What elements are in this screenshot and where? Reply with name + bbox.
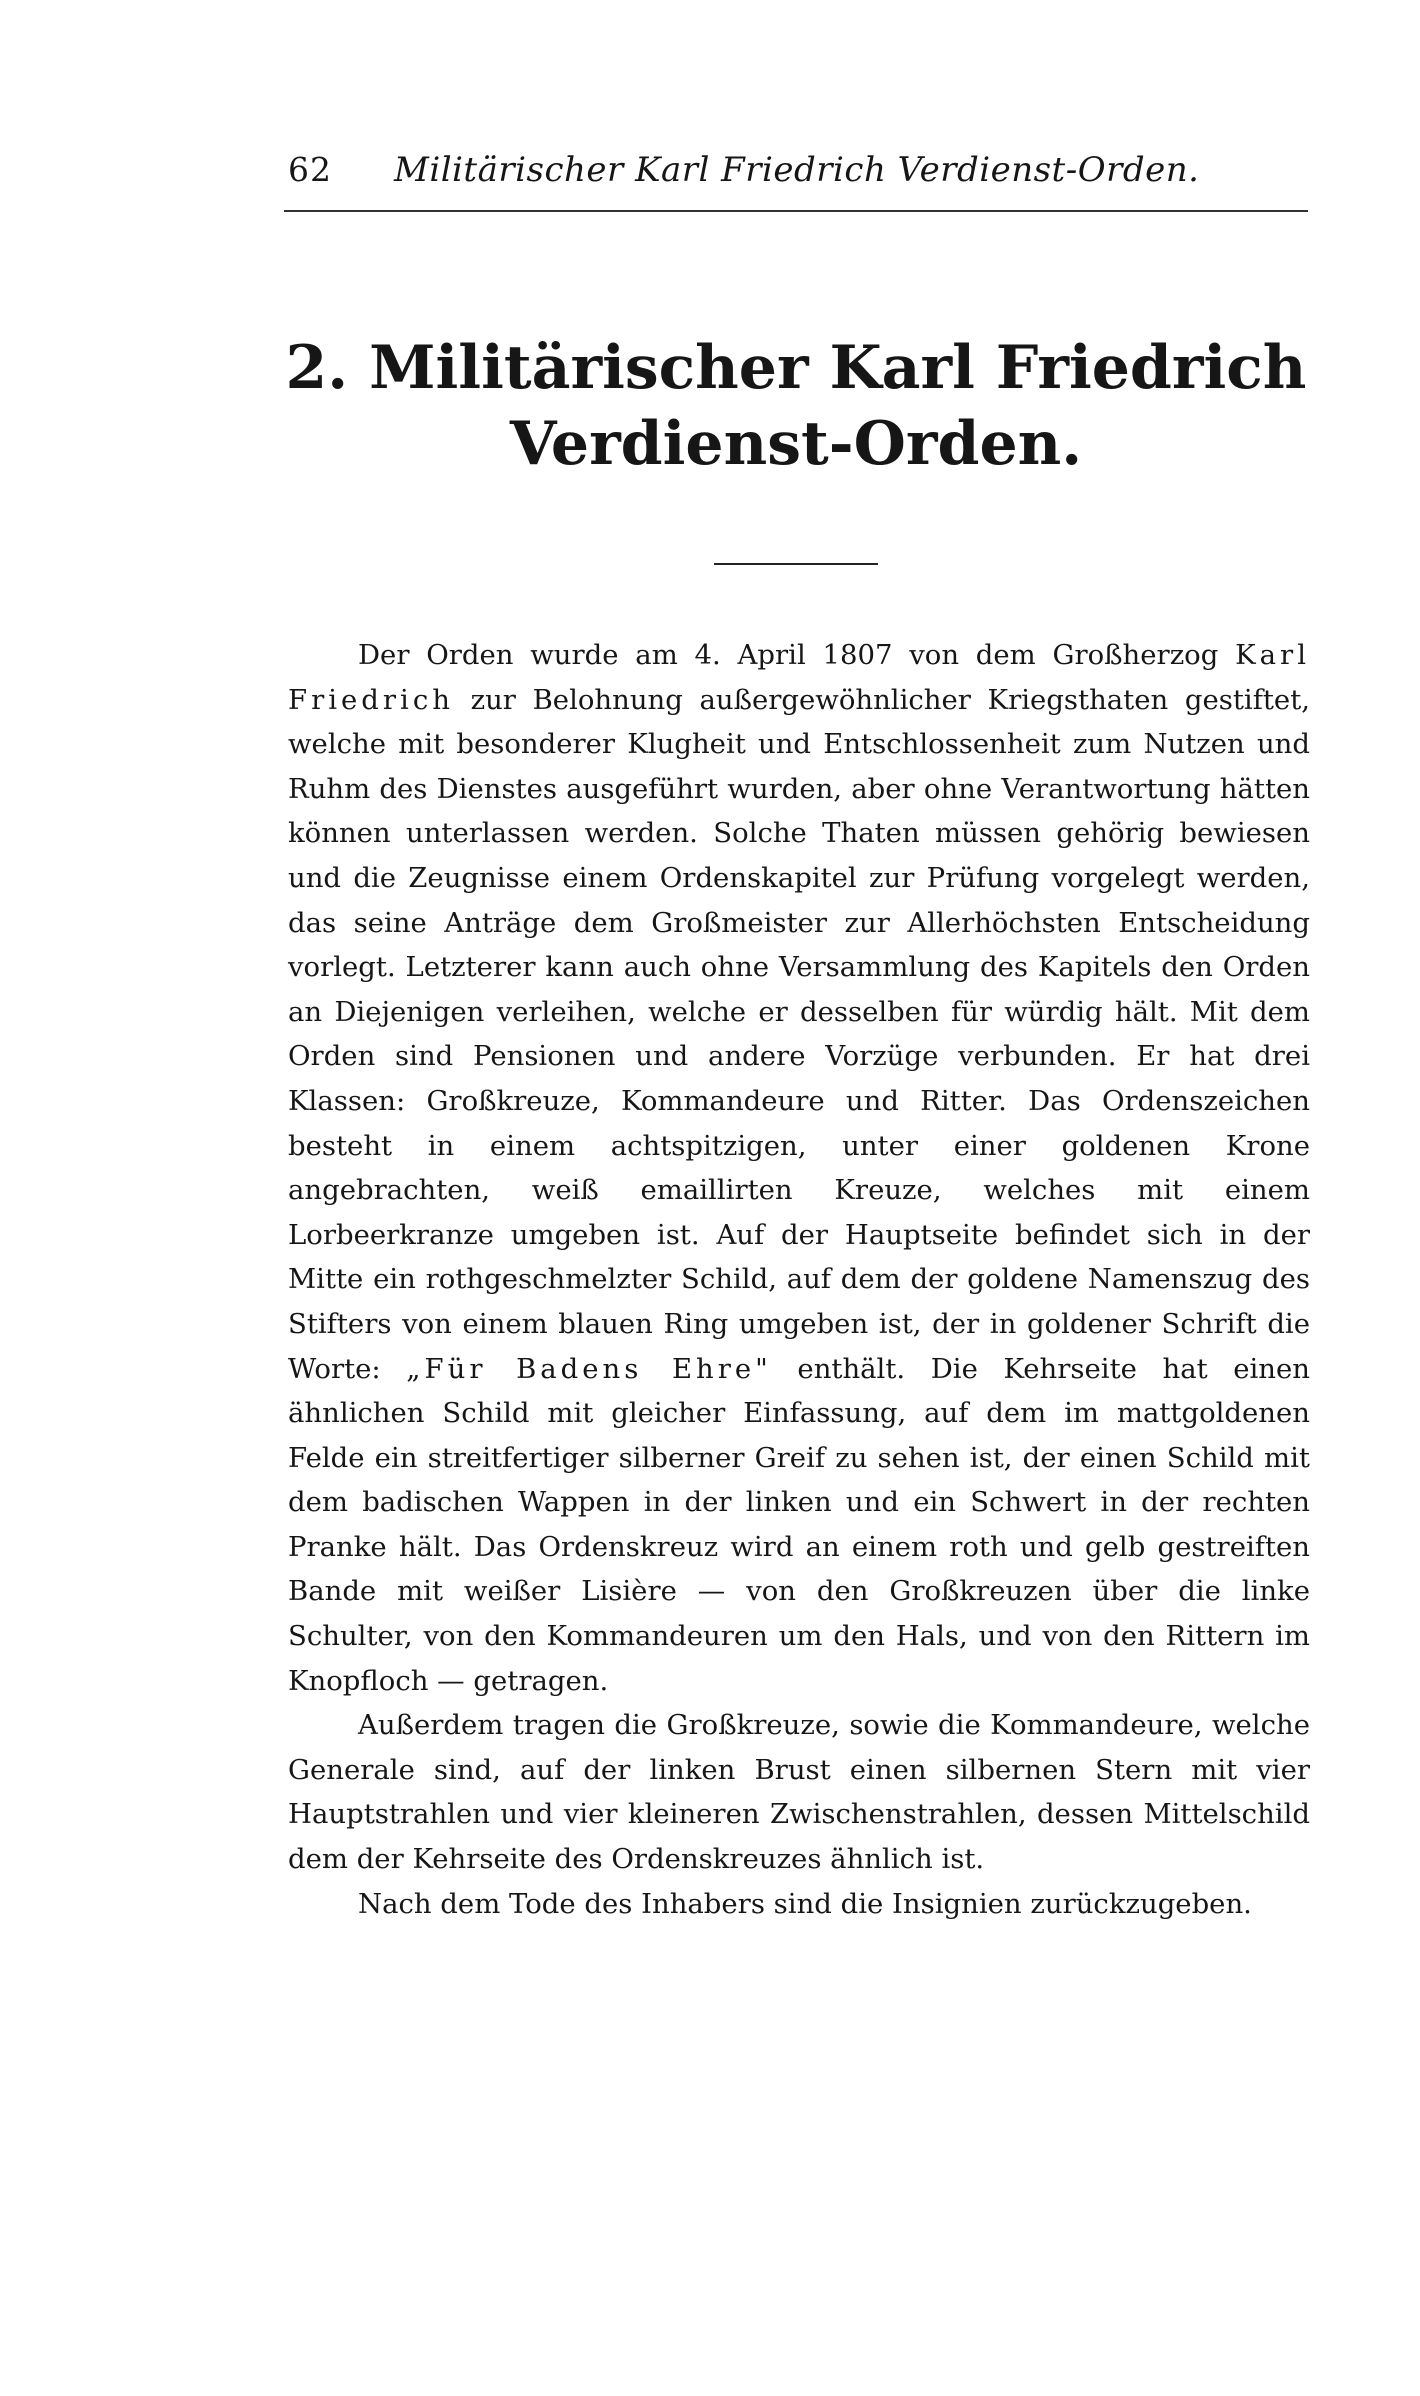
header-rule [284,210,1308,212]
running-title: Militärischer Karl Friedrich Verdienst-Orden. [394,150,1200,190]
chapter-title [284,330,1308,482]
paragraph-1-part-a: Der Orden wurde am 4. April 1807 von dem Großherzog [358,639,1236,671]
paragraph-3: Nach dem Tode des Inhabers sind die Insignien zurückzugeben. [358,1887,1252,1920]
running-head [284,150,1306,210]
page-number: 62 [288,150,332,189]
order-motto: „Für Badens Ehre" [406,1352,772,1385]
paragraph-1-part-c: enthält. Die Kehrseite hat einen ähnlichen Schild mit gleicher Einfassung, auf dem im mattgoldenen Felde ein streitfertiger silberner Greif zu sehen ist, der einen Schild mit dem badischen Wappen in der linken und ein Schwert in der rechten Pranke hält. Das Ordenskreuz wird an einem roth und gelb gestreiften Bande mit weißer Lisière — von den Großkreuzen über die linke Schulter, von den Kommandeuren um den Hals, und von den Rittern im Knopfloch — getragen. [288,1352,1311,1697]
chapter-title-line-1: 2. Militärischer Karl Friedrich [285,333,1307,403]
paragraph-2: Außerdem tragen die Großkreuze, sowie die Kommandeure, welche Generale sind, auf der linken Brust einen silbernen Stern mit vier Hauptstrahlen und vier kleineren Zwischenstrahlen, dessen Mittelschild dem der Kehrseite des Ordenskreuzes ähnlich ist. [288,1709,1310,1876]
founder-name: Karl Friedrich [288,639,1310,716]
paragraph-1 [288,633,1310,1703]
chapter-title-line-2: Verdienst-Orden. [509,409,1083,479]
title-divider [714,563,878,565]
body-text [288,633,1310,1926]
paragraph-1-part-b: zur Belohnung außergewöhnlicher Kriegsthaten gestiftet, welche mit besonderer Klugheit und Entschlossenheit zum Nutzen und Ruhm des Dienstes ausgeführt wurden, aber ohne Verantwortung hätten können unterlassen werden. Solche Thaten müssen gehörig bewiesen und die Zeugnisse einem Ordenskapitel zur Prüfung vorgelegt werden, das seine Anträge dem Großmeister zur Allerhöchsten Entscheidung vorlegt. Letzterer kann auch ohne Versammlung des Kapitels den Orden an Diejenigen verleihen, welche er desselben für würdig hält. Mit dem Orden sind Pensionen und andere Vorzüge verbunden. Er hat drei Klassen: Großkreuze, Kommandeure und Ritter. Das Ordenszeichen besteht in einem achtspitzigen, unter einer goldenen Krone angebrachten, weiß emaillirten Kreuze, welches mit einem Lorbeerkranze umgeben ist. Auf der Hauptseite befindet sich in der Mitte ein rothgeschmelzter Schild, auf dem der goldene Namenszug des Stifters von einem blauen Ring umgeben ist, der in goldener Schrift die Worte: [288,683,1310,1385]
